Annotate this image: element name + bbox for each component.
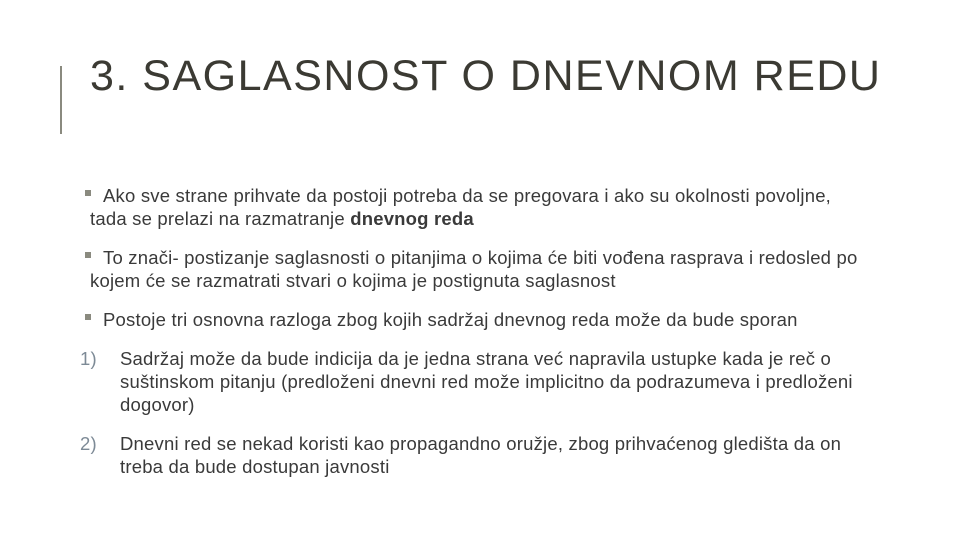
bullet-text bbox=[90, 185, 831, 229]
slide-content bbox=[80, 184, 860, 494]
square-bullet-icon bbox=[85, 252, 91, 258]
bullet-text-main: Ako sve strane prihvate da postoji potreba da se pregovara i ako su okolnosti povoljne, tada se prelazi na razmatranje bbox=[90, 185, 832, 229]
list-number: 1) bbox=[80, 348, 97, 369]
title-accent-bar bbox=[60, 66, 62, 134]
bullet-text: To znači- postizanje saglasnosti o pitanjima o kojima će biti vođena rasprava i redosled po kojem će se razmatrati stvari o kojima je postignuta saglasnost bbox=[90, 247, 858, 291]
square-bullet-icon bbox=[85, 190, 91, 196]
list-number: 2) bbox=[80, 433, 97, 454]
numbered-text: Sadržaj može da bude indicija da je jedna strana već napravila ustupke kada je reč o suštinskom pitanju (predloženi dnevni red može implicitno da podrazumeva i predloženi dogovor) bbox=[120, 348, 853, 415]
numbered-text: Dnevni red se nekad koristi kao propagandno oružje, zbog prihvaćenog gledišta da on treba da bude dostupan javnosti bbox=[120, 433, 842, 477]
bullet-item bbox=[80, 184, 860, 230]
numbered-item bbox=[80, 347, 860, 416]
bullet-item bbox=[80, 308, 860, 331]
bullet-text: Postoje tri osnovna razloga zbog kojih sadržaj dnevnog reda može da bude sporan bbox=[103, 309, 798, 330]
square-bullet-icon bbox=[85, 314, 91, 320]
numbered-item bbox=[80, 432, 860, 478]
bullet-item bbox=[80, 246, 860, 292]
bullet-emphasis: dnevnog reda bbox=[350, 208, 474, 229]
slide-title: 3. SAGLASNOST O DNEVNOM REDU bbox=[90, 52, 882, 100]
